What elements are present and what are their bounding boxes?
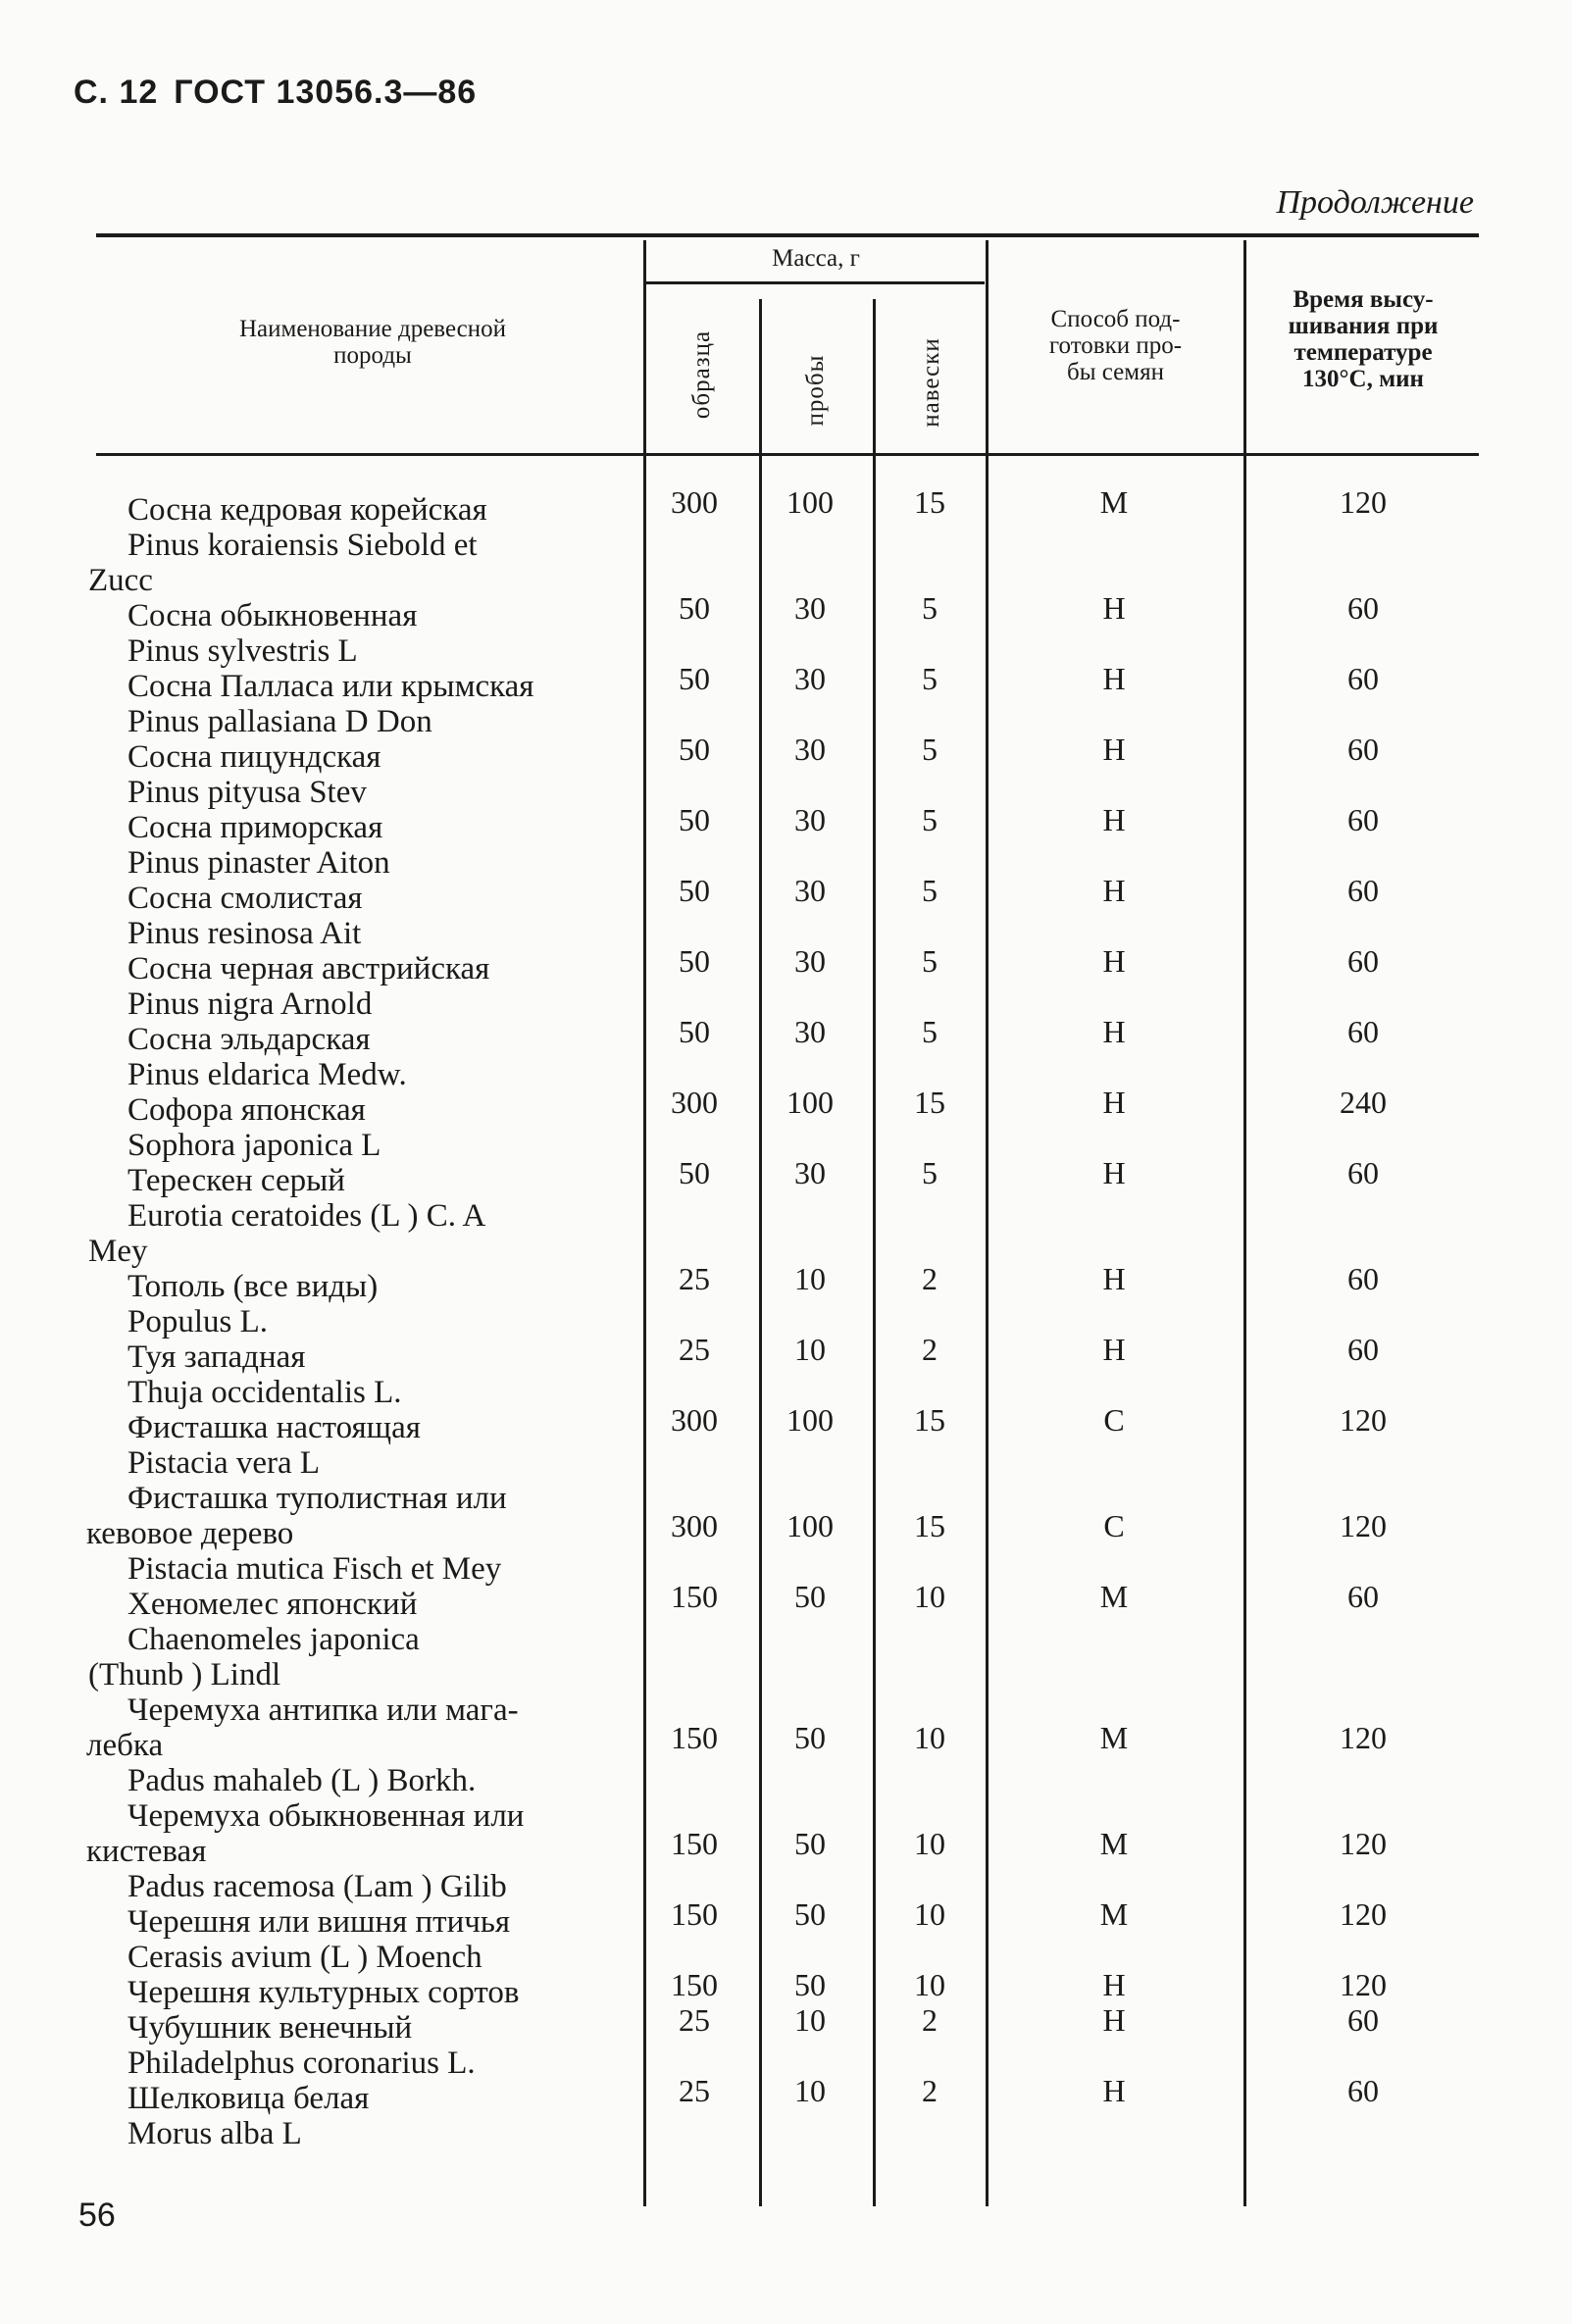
species-name-line: Сосна Палласа или крымская xyxy=(127,669,534,704)
cell-sample: 25 xyxy=(679,1332,710,1367)
cell-weight: 5 xyxy=(922,1014,938,1049)
cell-sample: 150 xyxy=(671,1579,718,1614)
species-name-line: Pinus eldarica Medw. xyxy=(127,1057,407,1092)
cell-weight: 5 xyxy=(922,943,938,979)
cell-method: Н xyxy=(1102,1967,1126,2002)
cell-time: 60 xyxy=(1347,1332,1379,1367)
species-name-line: Хеномелес японский xyxy=(127,1587,418,1622)
header-method-line: Способ под- xyxy=(1050,306,1181,332)
cell-weight: 5 xyxy=(922,1155,938,1190)
species-name-line: Сосна приморская xyxy=(127,810,383,845)
cell-weight: 5 xyxy=(922,802,938,837)
cell-time: 120 xyxy=(1340,1720,1387,1755)
cell-method: Н xyxy=(1102,943,1126,979)
species-name-line: Софора японская xyxy=(127,1092,366,1128)
cell-weight: 15 xyxy=(914,1402,945,1438)
cell-weight: 5 xyxy=(922,732,938,767)
cell-time: 120 xyxy=(1340,1896,1387,1932)
cell-time: 120 xyxy=(1340,1508,1387,1543)
header-time-line: Время высу- xyxy=(1293,286,1434,313)
species-name-line: Cerasis avium (L ) Moench xyxy=(127,1940,482,1975)
cell-method: Н xyxy=(1102,661,1126,696)
species-name-line: Сосна эльдарская xyxy=(127,1022,371,1057)
cell-time: 60 xyxy=(1347,1155,1379,1190)
cell-method: Н xyxy=(1102,732,1126,767)
continuation-label: Продолжение xyxy=(1276,184,1474,221)
cell-method: Н xyxy=(1102,1155,1126,1190)
cell-time: 60 xyxy=(1347,1014,1379,1049)
cell-probe: 100 xyxy=(786,1085,834,1120)
species-name-line: Eurotia ceratoides (L ) C. A xyxy=(127,1198,486,1234)
species-name-line: Терескен серый xyxy=(127,1163,345,1198)
species-name-line: Chaenomeles japonica xyxy=(127,1622,420,1657)
cell-sample: 150 xyxy=(671,1720,718,1755)
cell-probe: 10 xyxy=(794,1261,826,1296)
cell-probe: 30 xyxy=(794,590,826,626)
cell-sample: 50 xyxy=(679,1014,710,1049)
cell-weight: 5 xyxy=(922,873,938,908)
cell-weight: 10 xyxy=(914,1967,945,2002)
cell-probe: 10 xyxy=(794,2002,826,2038)
cell-method: Н xyxy=(1102,1085,1126,1120)
species-name-line: Сосна смолистая xyxy=(127,881,363,916)
header-mass-sample: образца xyxy=(688,329,715,420)
species-name-line: Populus L. xyxy=(127,1304,269,1339)
species-name-line: Черемуха антипка или мага- xyxy=(127,1692,519,1728)
header-mass-group: Масса, г xyxy=(772,245,860,272)
cell-method: М xyxy=(1099,1896,1129,1932)
cell-time: 60 xyxy=(1347,590,1379,626)
species-name-line: Фисташка настоящая xyxy=(127,1410,421,1445)
header-mass-probe: пробы xyxy=(802,354,829,427)
page-number: 56 xyxy=(78,2197,116,2234)
cell-method: Н xyxy=(1102,1014,1126,1049)
species-name-line: Pinus sylvestris L xyxy=(127,633,358,669)
species-name-line: Morus alba L xyxy=(127,2116,302,2151)
cell-time: 60 xyxy=(1347,943,1379,979)
species-name-line: Pistacia mutica Fisch et Mey xyxy=(127,1551,502,1587)
cell-method: Н xyxy=(1102,2073,1126,2108)
cell-sample: 50 xyxy=(679,732,710,767)
species-name-line: Фисташка туполистная или xyxy=(127,1481,507,1516)
header-method-line: бы семян xyxy=(1067,359,1164,385)
header-name-line: породы xyxy=(333,342,412,369)
cell-probe: 100 xyxy=(786,1508,834,1543)
standard-number: ГОСТ 13056.3—86 xyxy=(174,74,478,111)
cell-weight: 10 xyxy=(914,1720,945,1755)
cell-method: М xyxy=(1099,1826,1129,1861)
header-time-line: 130°С, мин xyxy=(1302,366,1424,392)
cell-weight: 15 xyxy=(914,1508,945,1543)
cell-sample: 25 xyxy=(679,1261,710,1296)
cell-weight: 15 xyxy=(914,484,945,520)
species-name-line: Сосна пицундская xyxy=(127,739,381,775)
cell-sample: 300 xyxy=(671,484,718,520)
cell-time: 60 xyxy=(1347,873,1379,908)
header-time-line: температуре xyxy=(1293,339,1433,366)
cell-weight: 5 xyxy=(922,590,938,626)
cell-weight: 2 xyxy=(922,1261,938,1296)
species-name-line: Сосна обыкновенная xyxy=(127,598,418,633)
species-name-line: Padus mahaleb (L ) Borkh. xyxy=(127,1763,477,1798)
cell-method: М xyxy=(1099,484,1129,520)
cell-time: 60 xyxy=(1347,2073,1379,2108)
cell-time: 120 xyxy=(1340,1967,1387,2002)
cell-time: 120 xyxy=(1340,1826,1387,1861)
cell-probe: 30 xyxy=(794,1155,826,1190)
cell-sample: 150 xyxy=(671,1967,718,2002)
species-name-line: Pinus pityusa Stev xyxy=(127,775,367,810)
species-name-line: (Thunb ) Lindl xyxy=(88,1657,281,1692)
cell-method: С xyxy=(1103,1402,1125,1438)
cell-probe: 50 xyxy=(794,1720,826,1755)
cell-method: Н xyxy=(1102,873,1126,908)
cell-sample: 50 xyxy=(679,661,710,696)
cell-sample: 50 xyxy=(679,1155,710,1190)
species-name-line: Zucc xyxy=(88,563,153,598)
species-name-line: Черешня или вишня птичья xyxy=(127,1904,511,1940)
cell-time: 60 xyxy=(1347,802,1379,837)
cell-method: М xyxy=(1099,1579,1129,1614)
cell-sample: 25 xyxy=(679,2002,710,2038)
cell-method: Н xyxy=(1102,1261,1126,1296)
cell-method: С xyxy=(1103,1508,1125,1543)
species-name-line: Thuja occidentalis L. xyxy=(127,1375,402,1410)
cell-probe: 100 xyxy=(786,484,834,520)
cell-sample: 50 xyxy=(679,802,710,837)
cell-probe: 50 xyxy=(794,1967,826,2002)
cell-probe: 30 xyxy=(794,661,826,696)
cell-method: М xyxy=(1099,1720,1129,1755)
cell-weight: 10 xyxy=(914,1896,945,1932)
page-header-prefix: С. 12 xyxy=(74,74,159,111)
species-name-line: кевовое дерево xyxy=(86,1516,294,1551)
cell-probe: 10 xyxy=(794,2073,826,2108)
species-name-line: Pinus pinaster Aiton xyxy=(127,845,390,881)
species-name-line: кистевая xyxy=(86,1834,207,1869)
header-time-line: шивания при xyxy=(1288,313,1439,339)
cell-probe: 30 xyxy=(794,943,826,979)
cell-time: 60 xyxy=(1347,1579,1379,1614)
species-name-line: Черешня культурных сортов xyxy=(127,1975,520,2010)
cell-sample: 150 xyxy=(671,1896,718,1932)
cell-method: Н xyxy=(1102,802,1126,837)
cell-weight: 2 xyxy=(922,2002,938,2038)
species-name-line: Тополь (все виды) xyxy=(127,1269,379,1304)
cell-time: 60 xyxy=(1347,661,1379,696)
cell-sample: 50 xyxy=(679,873,710,908)
cell-probe: 50 xyxy=(794,1896,826,1932)
species-name-line: Туя западная xyxy=(127,1339,306,1375)
cell-time: 60 xyxy=(1347,1261,1379,1296)
cell-probe: 30 xyxy=(794,873,826,908)
cell-weight: 2 xyxy=(922,1332,938,1367)
cell-probe: 50 xyxy=(794,1826,826,1861)
cell-sample: 300 xyxy=(671,1085,718,1120)
cell-sample: 25 xyxy=(679,2073,710,2108)
species-name-line: Padus racemosa (Lam ) Gilib xyxy=(127,1869,507,1904)
cell-time: 60 xyxy=(1347,732,1379,767)
cell-sample: 300 xyxy=(671,1508,718,1543)
header-method-line: готовки про- xyxy=(1048,332,1183,359)
species-name-line: Сосна черная австрийская xyxy=(127,951,490,986)
cell-time: 120 xyxy=(1340,1402,1387,1438)
cell-method: Н xyxy=(1102,590,1126,626)
cell-probe: 30 xyxy=(794,732,826,767)
species-name-line: Pinus koraiensis Siebold et xyxy=(127,528,478,563)
cell-weight: 15 xyxy=(914,1085,945,1120)
cell-weight: 5 xyxy=(922,661,938,696)
cell-probe: 30 xyxy=(794,1014,826,1049)
species-name-line: Pinus nigra Arnold xyxy=(127,986,373,1022)
species-name-line: Sophora japonica L xyxy=(127,1128,381,1163)
species-name-line: Pinus resinosa Ait xyxy=(127,916,362,951)
species-name-line: лебка xyxy=(86,1728,164,1763)
cell-sample: 50 xyxy=(679,943,710,979)
cell-probe: 50 xyxy=(794,1579,826,1614)
species-name-line: Черемуха обыкновенная или xyxy=(127,1798,525,1834)
species-name-line: Pistacia vera L xyxy=(127,1445,321,1481)
cell-weight: 2 xyxy=(922,2073,938,2108)
cell-method: Н xyxy=(1102,1332,1126,1367)
cell-sample: 150 xyxy=(671,1826,718,1861)
cell-method: Н xyxy=(1102,2002,1126,2038)
cell-weight: 10 xyxy=(914,1579,945,1614)
species-name-line: Чубушник венечный xyxy=(127,2010,413,2046)
cell-time: 240 xyxy=(1340,1085,1387,1120)
species-name-line: Шелковица белая xyxy=(127,2081,370,2116)
cell-probe: 100 xyxy=(786,1402,834,1438)
cell-probe: 30 xyxy=(794,802,826,837)
species-name-line: Philadelphus coronarius L. xyxy=(127,2046,476,2081)
cell-sample: 300 xyxy=(671,1402,718,1438)
species-name-line: Pinus pallasiana D Don xyxy=(127,704,432,739)
cell-weight: 10 xyxy=(914,1826,945,1861)
cell-sample: 50 xyxy=(679,590,710,626)
cell-time: 120 xyxy=(1340,484,1387,520)
species-name-line: Сосна кедровая корейская xyxy=(127,492,487,528)
header-mass-weight: навески xyxy=(918,337,944,428)
species-name-line: Mey xyxy=(88,1234,148,1269)
cell-probe: 10 xyxy=(794,1332,826,1367)
cell-time: 60 xyxy=(1347,2002,1379,2038)
header-name-line: Наименование древесной xyxy=(238,316,507,342)
